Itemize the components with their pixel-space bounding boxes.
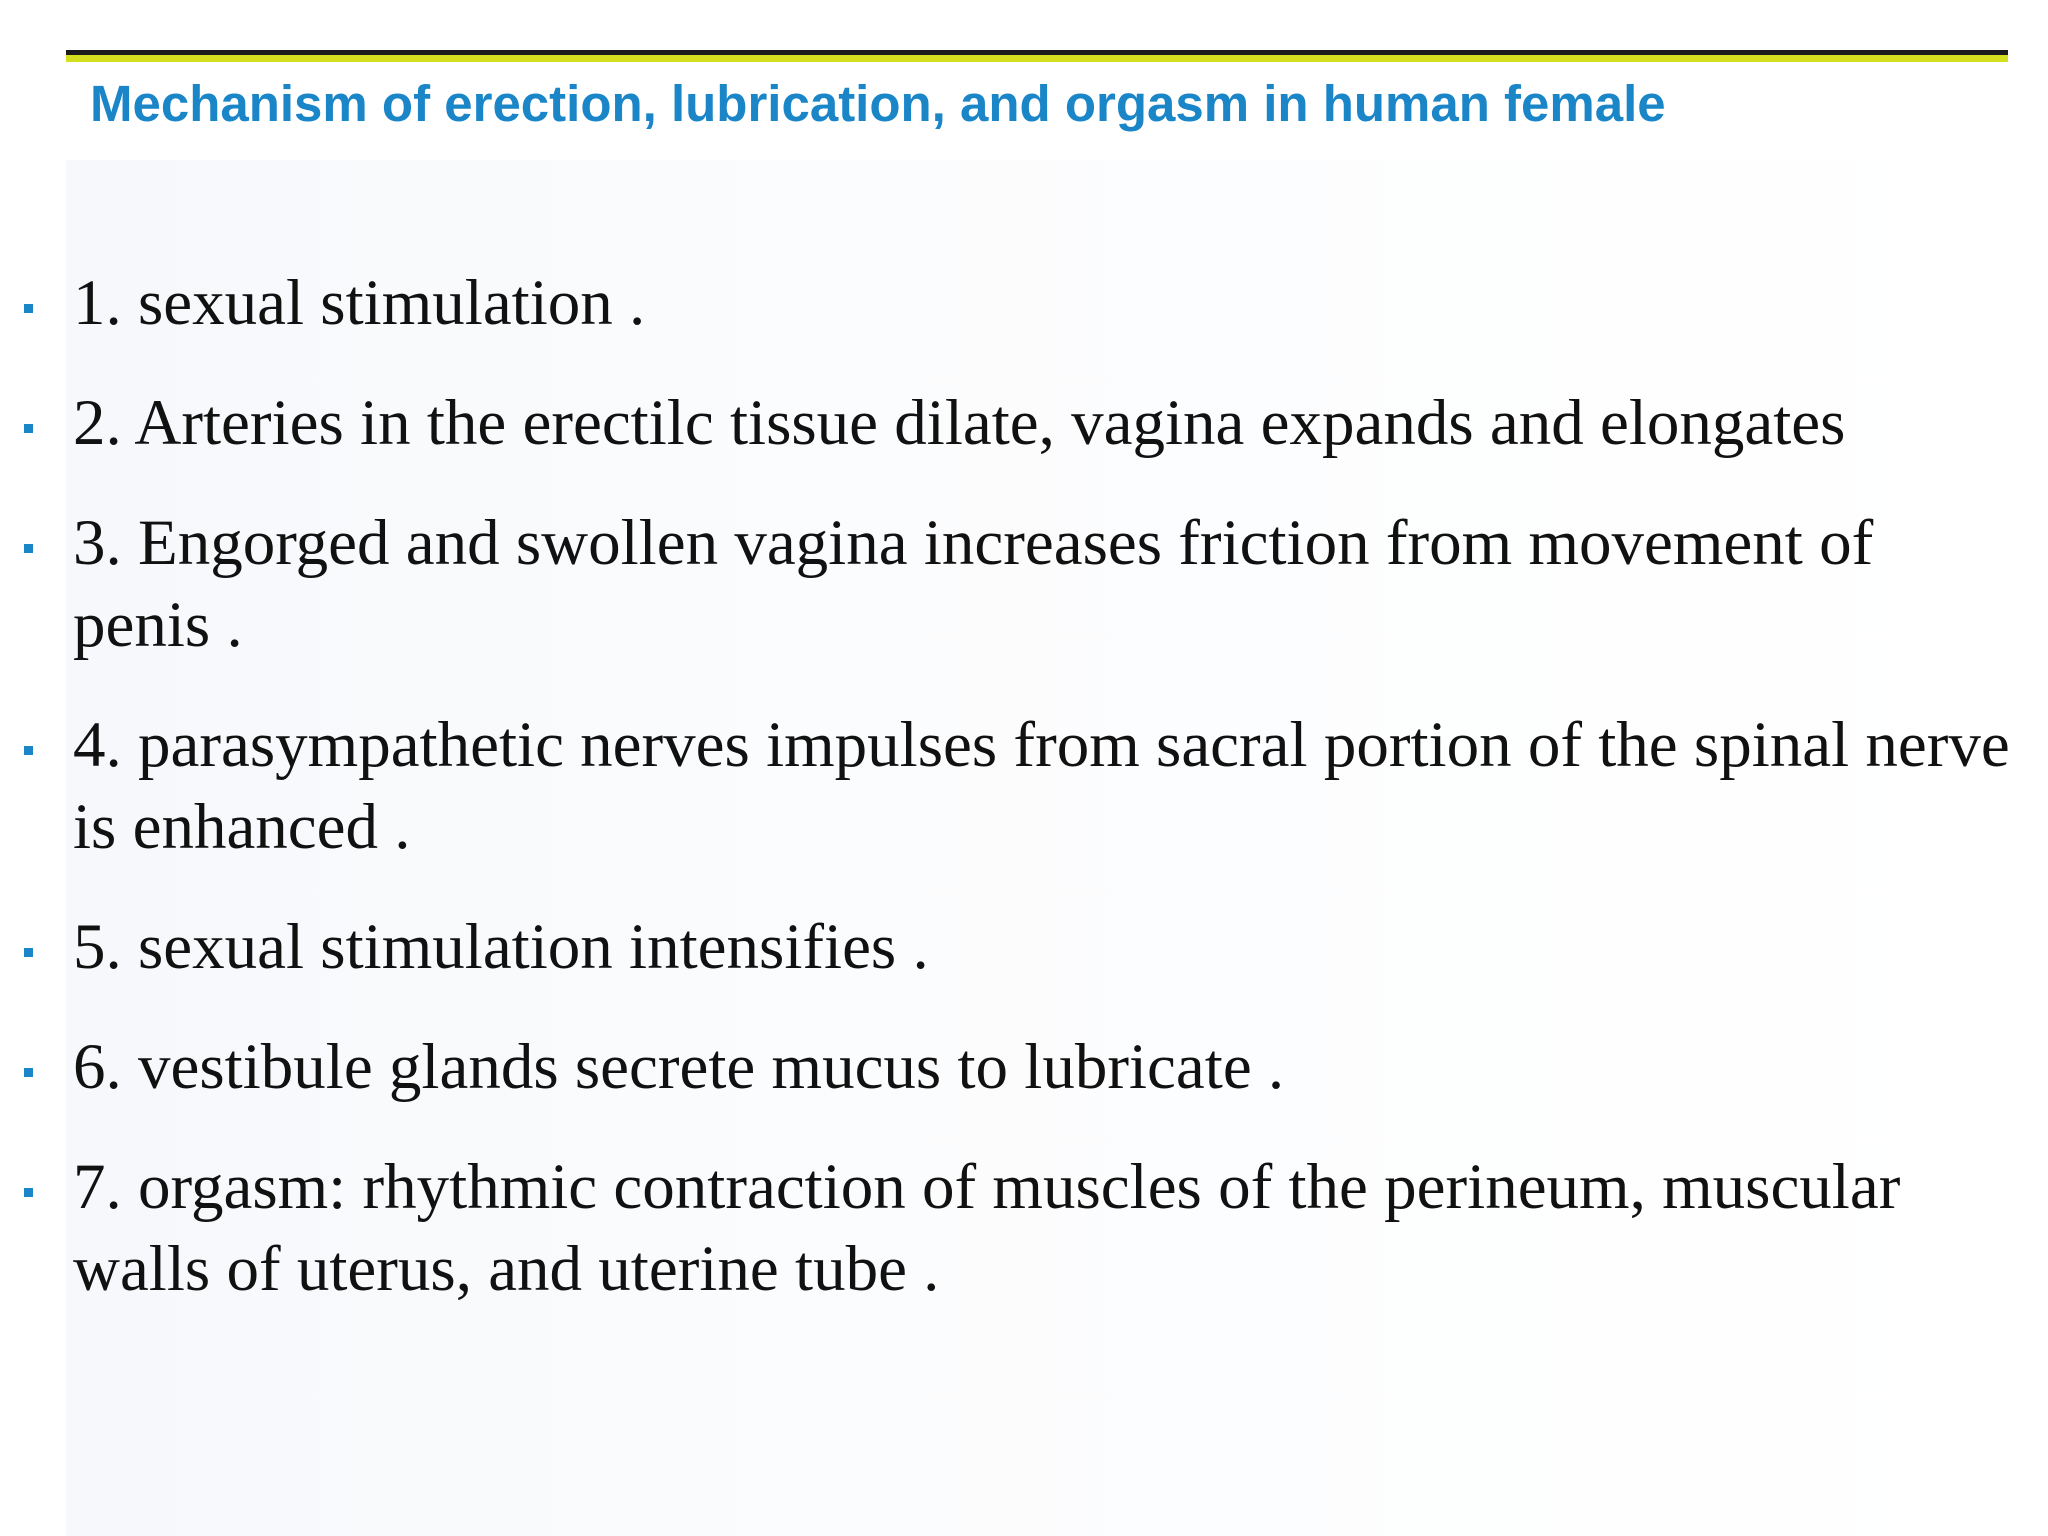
square-bullet-icon <box>24 1068 33 1077</box>
bullet-text-2: 2. Arteries in the erectilc tissue dilate, vagina expands and elongates <box>73 387 1846 459</box>
bullet-item-4 <box>0 704 2048 868</box>
square-bullet-icon <box>24 746 33 755</box>
bullet-list <box>0 262 2048 1348</box>
header-rule-accent <box>66 55 2008 62</box>
bullet-item-5 <box>0 906 2048 988</box>
square-bullet-icon <box>24 1188 33 1197</box>
bullet-text-6: 6. vestibule glands secrete mucus to lubricate . <box>73 1031 1285 1103</box>
bullet-text-1: 1. sexual stimulation . <box>73 267 646 339</box>
bullet-text-3: 3. Engorged and swollen vagina increases friction from movement of penis . <box>73 507 1874 661</box>
bullet-text-7: 7. orgasm: rhythmic contraction of muscles of the perineum, muscular walls of uterus, and uterine tube . <box>73 1151 1901 1305</box>
square-bullet-icon <box>24 304 33 313</box>
bullet-item-6 <box>0 1026 2048 1108</box>
square-bullet-icon <box>24 424 33 433</box>
bullet-item-2 <box>0 382 2048 464</box>
bullet-text-5: 5. sexual stimulation intensifies . <box>73 911 929 983</box>
square-bullet-icon <box>24 948 33 957</box>
slide-title: Mechanism of erection, lubrication, and orgasm in human female <box>90 75 1666 132</box>
square-bullet-icon <box>24 544 33 553</box>
bullet-item-3 <box>0 502 2048 666</box>
bullet-item-7 <box>0 1146 2048 1310</box>
bullet-item-1 <box>0 262 2048 344</box>
bullet-text-4: 4. parasympathetic nerves impulses from sacral portion of the spinal nerve is enhanced . <box>73 709 2010 863</box>
